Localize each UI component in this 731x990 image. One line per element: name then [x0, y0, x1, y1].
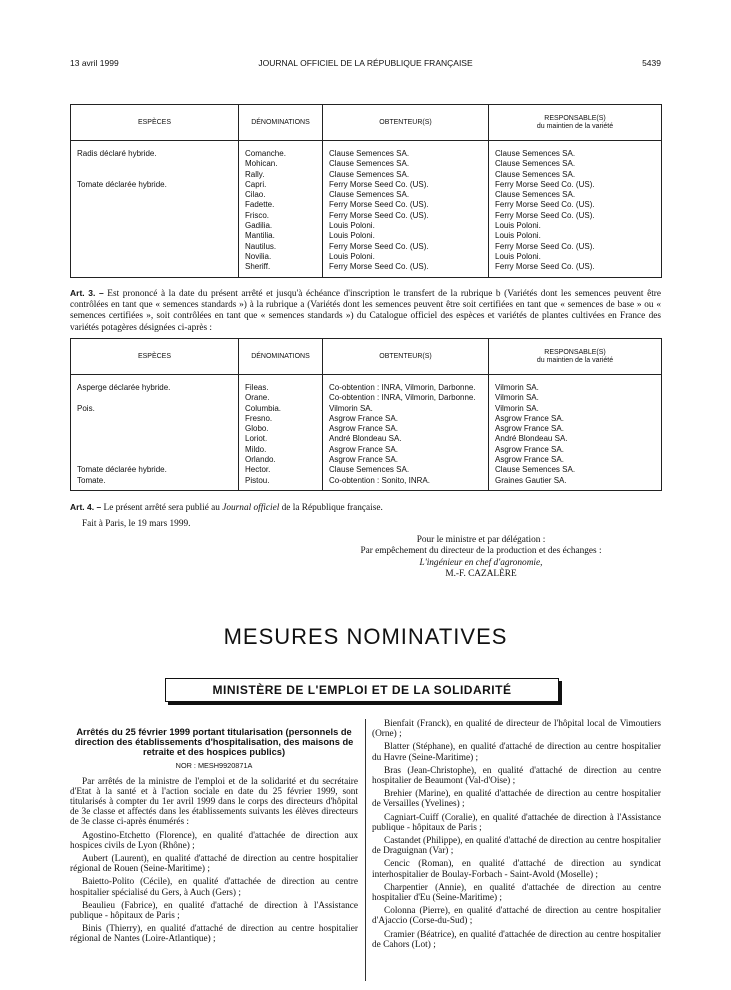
left-column — [70, 727, 358, 948]
table-row — [71, 252, 662, 262]
article-3 — [70, 288, 661, 334]
cell-obtenteurs: Ferry Morse Seed Co. (US). — [323, 180, 489, 190]
varieties-table-2 — [70, 338, 662, 491]
cell-especes — [71, 393, 239, 403]
article-4 — [70, 502, 661, 514]
cell-especes — [71, 242, 239, 252]
appointment-paragraph: Agostino-Etchetto (Florence), en qualité d'attachée de direction aux hospices civils de Lyon (Rhône) ; — [70, 830, 358, 851]
appointment-paragraph: Baietto-Polito (Cécile), en qualité d'attachée de direction au centre hospitalier spécialisé du Gers, à Auch (Gers) ; — [70, 877, 358, 898]
cell-especes — [71, 414, 239, 424]
table-row — [71, 200, 662, 210]
cell-denominations: Fresno. — [239, 414, 323, 424]
cell-denominations: Rally. — [239, 170, 323, 180]
article-3-label: Art. 3. – — [70, 288, 104, 298]
cell-responsables: Clause Semences SA. — [489, 190, 662, 200]
table-row — [71, 434, 662, 444]
col-header-responsable — [489, 105, 662, 141]
cell-denominations: Frisco. — [239, 211, 323, 221]
cell-responsables: Clause Semences SA. — [489, 159, 662, 169]
col-header-especes: ESPÈCES — [71, 105, 239, 141]
cell-responsables: Ferry Morse Seed Co. (US). — [489, 200, 662, 210]
cell-obtenteurs: Clause Semences SA. — [323, 465, 489, 475]
cell-obtenteurs: Clause Semences SA. — [323, 141, 489, 160]
arrete-title: Arrêtés du 25 février 1999 portant titularisation (personnels de direction des établissements d'hospitalisation, des maisons de retraite et des hospices publics) — [74, 727, 354, 758]
cell-obtenteurs: Co-obtention : INRA, Vilmorin, Darbonne. — [323, 375, 489, 394]
table-row — [71, 159, 662, 169]
varieties-table-1 — [70, 104, 662, 278]
cell-denominations: Pistou. — [239, 476, 323, 491]
cell-responsables: Ferry Morse Seed Co. (US). — [489, 211, 662, 221]
appointment-paragraph: Cramier (Béatrice), en qualité d'attachée de direction au centre hospitalier de Cahors (Lot) ; — [372, 929, 661, 950]
cell-denominations: Orlando. — [239, 455, 323, 465]
cell-denominations: Mantilia. — [239, 231, 323, 241]
cell-responsables: Ferry Morse Seed Co. (US). — [489, 262, 662, 277]
table-row — [71, 404, 662, 414]
cell-obtenteurs: Co-obtention : Sonito, INRA. — [323, 476, 489, 491]
left-paragraphs — [70, 777, 358, 945]
appointment-paragraph: Blatter (Stéphane), en qualité d'attaché de direction au centre hospitalier du Havre (Seine-Maritime) ; — [372, 742, 661, 763]
cell-denominations: Cilao. — [239, 190, 323, 200]
cell-denominations: Orane. — [239, 393, 323, 403]
cell-denominations: Fileas. — [239, 375, 323, 394]
cell-obtenteurs: Louis Poloni. — [323, 252, 489, 262]
table-row — [71, 424, 662, 434]
table-row — [71, 445, 662, 455]
col-header-especes: ESPÈCES — [71, 339, 239, 375]
nor-reference: NOR : MESH9920871A — [175, 760, 253, 770]
header-journal-title: JOURNAL OFFICIEL DE LA RÉPUBLIQUE FRANÇAISE — [258, 58, 473, 68]
fait-a-paris: Fait à Paris, le 19 mars 1999. — [82, 519, 191, 529]
cell-denominations: Novilia. — [239, 252, 323, 262]
cell-responsables: Louis Poloni. — [489, 221, 662, 231]
table-row — [71, 375, 662, 394]
article-4-label: Art. 4. – — [70, 502, 102, 512]
cell-obtenteurs: Asgrow France SA. — [323, 414, 489, 424]
cell-obtenteurs: Asgrow France SA. — [323, 455, 489, 465]
cell-denominations: Sheriff. — [239, 262, 323, 277]
signature-line-3: L'ingénieur en chef d'agronomie, — [419, 557, 543, 568]
cell-responsables: Clause Semences SA. — [489, 141, 662, 160]
cell-especes: Tomate. — [71, 476, 239, 491]
cell-especes — [71, 211, 239, 221]
table-row — [71, 465, 662, 475]
cell-responsables: Clause Semences SA. — [489, 170, 662, 180]
cell-denominations: Columbia. — [239, 404, 323, 414]
cell-obtenteurs: Vilmorin SA. — [323, 404, 489, 414]
cell-especes — [71, 434, 239, 444]
appointment-paragraph: Colonna (Pierre), en qualité d'attaché de direction au centre hospitalier d'Ajaccio (Corse-du-Sud) ; — [372, 906, 661, 927]
cell-responsables: Ferry Morse Seed Co. (US). — [489, 242, 662, 252]
cell-especes — [71, 424, 239, 434]
table-row — [71, 170, 662, 180]
right-paragraphs — [372, 719, 661, 950]
appointment-paragraph: Cagniart-Cuiff (Coralie), en qualité d'attachée de direction à l'Assistance publique - hôpitaux de Paris ; — [372, 812, 661, 833]
cell-especes: Radis déclaré hybride. — [71, 141, 239, 160]
table-row — [71, 455, 662, 465]
cell-responsables: Vilmorin SA. — [489, 375, 662, 394]
cell-especes — [71, 231, 239, 241]
cell-denominations: Nautilus. — [239, 242, 323, 252]
cell-denominations: Mohican. — [239, 159, 323, 169]
appointment-paragraph: Castandet (Philippe), en qualité d'attaché de direction au centre hospitalier de Draguignan (Var) ; — [372, 836, 661, 857]
appointment-paragraph: Binis (Thierry), en qualité d'attaché de direction au centre hospitalier régional de Nantes (Loire-Atlantique) ; — [70, 924, 358, 945]
cell-responsables: Asgrow France SA. — [489, 455, 662, 465]
appointment-paragraph: Aubert (Laurent), en qualité d'attaché de direction au centre hospitalier régional de Rouen (Seine-Maritime) ; — [70, 854, 358, 875]
article-4-journal: Journal officiel — [222, 503, 280, 513]
cell-responsables: Clause Semences SA. — [489, 465, 662, 475]
cell-denominations: Mildo. — [239, 445, 323, 455]
cell-obtenteurs: Ferry Morse Seed Co. (US). — [323, 262, 489, 277]
cell-responsables: Asgrow France SA. — [489, 445, 662, 455]
cell-obtenteurs: Asgrow France SA. — [323, 424, 489, 434]
appointment-paragraph: Beaulieu (Fabrice), en qualité d'attaché de direction à l'Assistance publique - hôpitaux de Paris ; — [70, 900, 358, 922]
cell-especes — [71, 159, 239, 169]
table-row — [71, 414, 662, 424]
table-row — [71, 262, 662, 277]
cell-responsables: André Blondeau SA. — [489, 434, 662, 444]
cell-especes: Tomate déclarée hybride. — [71, 465, 239, 475]
cell-especes — [71, 262, 239, 277]
signature-name: M.-F. CAZALÈRE — [445, 568, 517, 579]
header-page-number: 5439 — [642, 58, 661, 68]
cell-responsables: Asgrow France SA. — [489, 414, 662, 424]
cell-obtenteurs: Ferry Morse Seed Co. (US). — [323, 211, 489, 221]
appointment-paragraph: Cencic (Roman), en qualité d'attaché de direction au syndicat interhospitalier de Boulay-Forbach - Saint-Avold (Moselle) ; — [372, 859, 661, 880]
col-header-obtenteur: OBTENTEUR(S) — [323, 339, 489, 375]
col-header-denominations: DÉNOMINATIONS — [239, 339, 323, 375]
cell-especes — [71, 170, 239, 180]
table-row — [71, 221, 662, 231]
table-row — [71, 141, 662, 160]
cell-especes — [71, 445, 239, 455]
table-row — [71, 242, 662, 252]
cell-responsables: Ferry Morse Seed Co. (US). — [489, 180, 662, 190]
cell-obtenteurs: Co-obtention : INRA, Vilmorin, Darbonne. — [323, 393, 489, 403]
table-row — [71, 180, 662, 190]
article-3-text: Est prononcé à la date du présent arrêté et jusqu'à échéance d'inscription le transfert de la rubrique b (Variétés dont les semences peuvent être contrôlées en tant que « semences standards ») à la rubrique a (Variétés dont les semences peuvent être soit certifiées en tant que « semences de base » ou « semences certifiées », soit contrôlées en tant que « semences standards ») du Catalogue officiel des espèces et variétés de plantes cultivées en France des variétés potagères désignées ci-après : — [70, 289, 661, 333]
right-column — [372, 719, 661, 953]
cell-denominations: Hector. — [239, 465, 323, 475]
cell-especes — [71, 455, 239, 465]
appointment-paragraph: Charpentier (Annie), en qualité d'attachée de direction au centre hospitalier d'Eu (Seine-Maritime) ; — [372, 882, 661, 904]
cell-responsables: Graines Gautier SA. — [489, 476, 662, 491]
cell-denominations: Gadilia. — [239, 221, 323, 231]
table-row — [71, 231, 662, 241]
appointment-paragraph: Brehier (Marine), en qualité d'attachée de direction au centre hospitalier de Versailles (Yvelines) ; — [372, 789, 661, 810]
cell-obtenteurs: Asgrow France SA. — [323, 445, 489, 455]
cell-denominations: Comanche. — [239, 141, 323, 160]
cell-responsables: Louis Poloni. — [489, 252, 662, 262]
cell-obtenteurs: Clause Semences SA. — [323, 190, 489, 200]
cell-denominations: Capri. — [239, 180, 323, 190]
cell-obtenteurs: André Blondeau SA. — [323, 434, 489, 444]
ministry-banner: MINISTÈRE DE L'EMPLOI ET DE LA SOLIDARITÉ — [165, 678, 559, 702]
col-header-responsable-sub: du maintien de la variété — [536, 122, 614, 130]
cell-responsables: Louis Poloni. — [489, 231, 662, 241]
cell-obtenteurs: Louis Poloni. — [323, 231, 489, 241]
cell-especes — [71, 252, 239, 262]
table-row — [71, 393, 662, 403]
cell-denominations: Globo. — [239, 424, 323, 434]
appointment-paragraph: Bras (Jean-Christophe), en qualité d'attaché de direction au centre hospitalier de Beaumont (Val-d'Oise) ; — [372, 765, 661, 787]
cell-especes — [71, 221, 239, 231]
cell-especes — [71, 200, 239, 210]
cell-responsables: Vilmorin SA. — [489, 393, 662, 403]
cell-obtenteurs: Clause Semences SA. — [323, 170, 489, 180]
cell-especes: Asperge déclarée hybride. — [71, 375, 239, 394]
signature-line-1: Pour le ministre et par délégation : — [416, 535, 546, 545]
table-row — [71, 211, 662, 221]
cell-especes: Tomate déclarée hybride. — [71, 180, 239, 190]
signature-block — [301, 535, 661, 580]
signature-line-2: Par empêchement du directeur de la production et des échanges : — [360, 546, 602, 557]
cell-obtenteurs: Louis Poloni. — [323, 221, 489, 231]
appointment-paragraph: Par arrêtés de la ministre de l'emploi et de la solidarité et du secrétaire d'Etat à la santé et à l'action sociale en date du 25 février 1999, sont titularisés à compter du 1er avril 1999 dans le corps des directeurs d'hôpital de 3e classe et affectés dans les établissements suivants les élèves directeurs de 3e classe ci-après énumérés : — [70, 776, 358, 828]
appointment-paragraph: Bienfait (Franck), en qualité de directeur de l'hôpital local de Vimoutiers (Orne) ; — [372, 719, 661, 740]
table-row — [71, 476, 662, 491]
section-title: MESURES NOMINATIVES — [223, 624, 508, 649]
cell-especes: Pois. — [71, 404, 239, 414]
col-header-responsable — [489, 339, 662, 375]
col-header-denominations: DÉNOMINATIONS — [239, 105, 323, 141]
col-header-obtenteur: OBTENTEUR(S) — [323, 105, 489, 141]
col-header-responsable-title: RESPONSABLE(S) — [544, 114, 606, 122]
page-header — [70, 58, 661, 70]
cell-especes — [71, 190, 239, 200]
col-header-responsable-sub: du maintien de la variété — [536, 356, 614, 364]
cell-responsables: Vilmorin SA. — [489, 404, 662, 414]
table-body — [71, 375, 662, 491]
column-divider — [365, 719, 366, 981]
cell-obtenteurs: Ferry Morse Seed Co. (US). — [323, 242, 489, 252]
cell-obtenteurs: Clause Semences SA. — [323, 159, 489, 169]
article-4-text-after: de la République française. — [279, 503, 383, 513]
cell-denominations: Fadette. — [239, 200, 323, 210]
cell-obtenteurs: Ferry Morse Seed Co. (US). — [323, 200, 489, 210]
header-date: 13 avril 1999 — [70, 58, 119, 68]
table-row — [71, 190, 662, 200]
col-header-responsable-title: RESPONSABLE(S) — [544, 348, 606, 356]
cell-denominations: Loriot. — [239, 434, 323, 444]
table-body — [71, 141, 662, 278]
article-4-text-before: Le présent arrêté sera publié au — [101, 503, 223, 513]
cell-responsables: Asgrow France SA. — [489, 424, 662, 434]
